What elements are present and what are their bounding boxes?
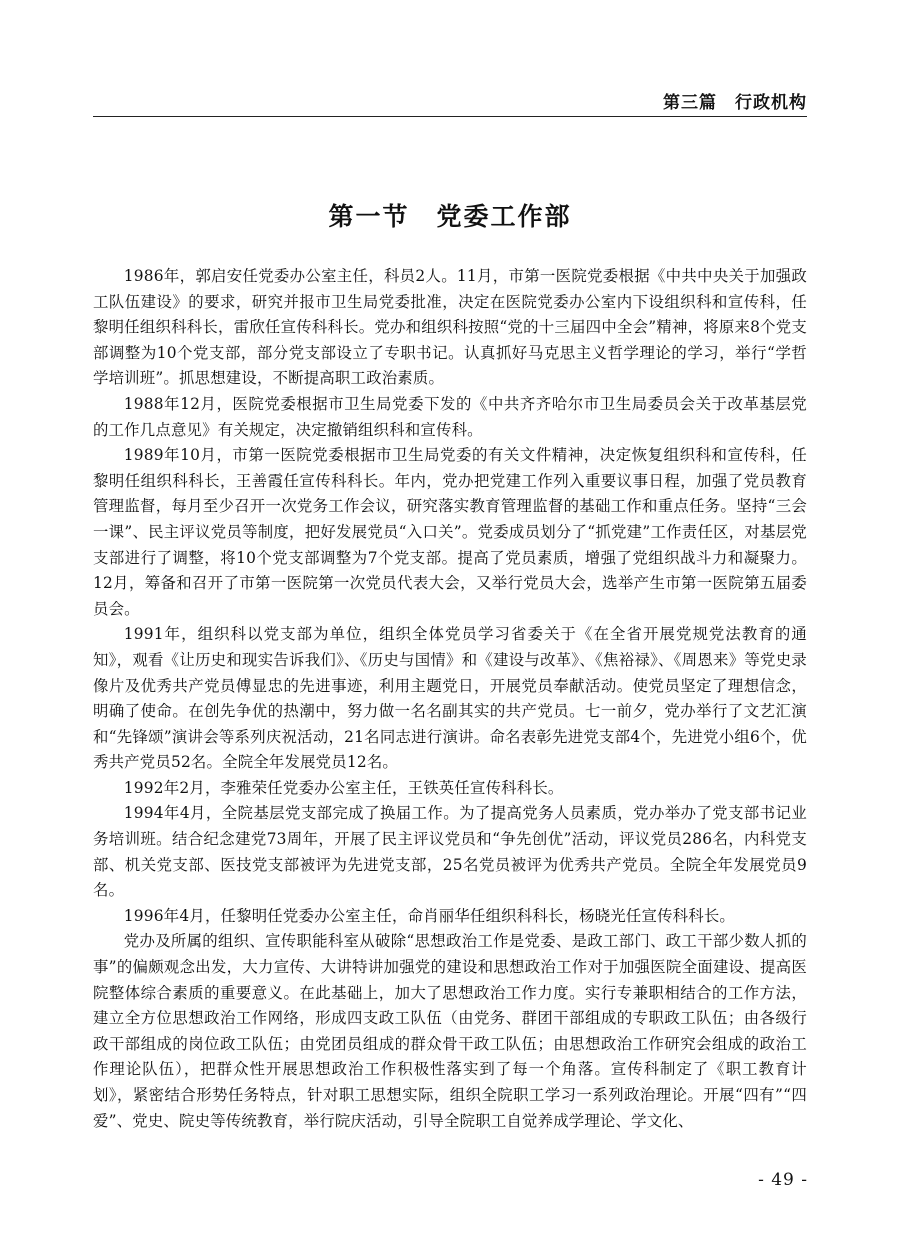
paragraph-1991: 1991年，组织科以党支部为单位，组织全体党员学习省委关于《在全省开展党规党法教育的通知》，观看《让历史和现实告诉我们》、《历史与国情》和《建设与改革》、《焦裕禄》、《周恩来》等党史录像片及优秀共产党员傅显忠的先进事迹，利用主题党日，开展党员奉献活动。使党员坚定了理想信念，明确了使命。在创先争优的热潮中，努力做一名名副其实的共产党员。七一前夕，党办举行了文艺汇演和“先锋颂”演讲会等系列庆祝活动，21名同志进行演讲。命名表彰先进党支部4个，先进党小组6个，优秀共产党员52名。全院全年发展党员12名。 xyxy=(93,625,807,772)
paragraph-political-work: 党办及所属的组织、宣传职能科室从破除“思想政治工作是党委、是政工部门、政工干部少数人抓的事”的偏颇观念出发，大力宣传、大讲特讲加强党的建设和思想政治工作对于加强医院全面建设、提高医院整体综合素质的重要意义。在此基础上，加大了思想政治工作力度。实行专兼职相结合的工作方法，建立全方位思想政治工作网络，形成四支政工队伍（由党务、群团干部组成的专职政工队伍；由各级行政干部组成的岗位政工队伍；由党团员组成的群众骨干政工队伍；由思想政治工作研究会组成的政治工作理论队伍），把群众性开展思想政治工作积极性落实到了每一个角落。宣传科制定了《职工教育计划》，紧密结合形势任务特点，针对职工思想实际，组织全院职工学习一系列政治理论。开展“四有”“四爱”、党史、院史等传统教育，举行院庆活动，引导全院职工自觉养成学理论、学文化、 xyxy=(93,932,807,1130)
paragraph-1992: 1992年2月，李雅荣任党委办公室主任，王铁英任宣传科科长。 xyxy=(123,778,564,797)
paragraph-1986: 1986年，郭启安任党委办公室主任，科员2人。11月，市第一医院党委根据《中共中央关于加强政工队伍建设》的要求，研究并报市卫生局党委批准，决定在医院党委办公室内下设组织科和宣传科，任黎明任组织科科长，雷欣任宣传科科长。党办和组织科按照“党的十三届四中全会”精神，将原来8个党支部调整为10个党支部，部分党支部设立了专职书记。认真抓好马克思主义哲学理论的学习，举行“学哲学培训班”。抓思想建设，不断提高职工政治素质。 xyxy=(93,267,807,388)
paragraph-1989: 1989年10月，市第一医院党委根据市卫生局党委的有关文件精神，决定恢复组织科和宣传科，任黎明任组织科科长，王善霞任宣传科科长。年内，党办把党建工作列入重要议事日程，加强了党员教育管理监督，每月至少召开一次党务工作会议，研究落实教育管理监督的基础工作和重点任务。坚持“三会一课”、民主评议党员等制度，把好发展党员“入口关”。党委成员划分了“抓党建”工作责任区，对基层党支部进行了调整，将10个党支部调整为7个党支部。提高了党员素质，增强了党组织战斗力和凝聚力。12月，筹备和召开了市第一医院第一次党员代表大会，又举行党员大会，选举产生市第一医院第五届委员会。 xyxy=(93,446,807,618)
section-title: 第一节 党委工作部 xyxy=(328,202,572,231)
body-text xyxy=(93,264,807,1134)
paragraph-1988: 1988年12月，医院党委根据市卫生局党委下发的《中共齐齐哈尔市卫生局委员会关于改革基层党的工作几点意见》有关规定，决定撤销组织科和宣传科。 xyxy=(93,394,807,439)
paragraph-1996: 1996年4月，任黎明任党委办公室主任，命肖丽华任组织科科长，杨晓光任宣传科科长。 xyxy=(123,906,736,925)
page-number: - 49 - xyxy=(758,1170,808,1190)
paragraph-1994: 1994年4月，全院基层党支部完成了换届工作。为了提高党务人员素质，党办举办了党支部书记业务培训班。结合纪念建党73周年，开展了民主评议党员和“争先创优”活动，评议党员286名，内科党支部、机关党支部、医技党支部被评为先进党支部，25名党员被评为优秀共产党员。全院全年发展党员9名。 xyxy=(93,804,807,900)
running-header xyxy=(93,86,807,117)
part-title: 第三篇 行政机构 xyxy=(663,93,807,113)
